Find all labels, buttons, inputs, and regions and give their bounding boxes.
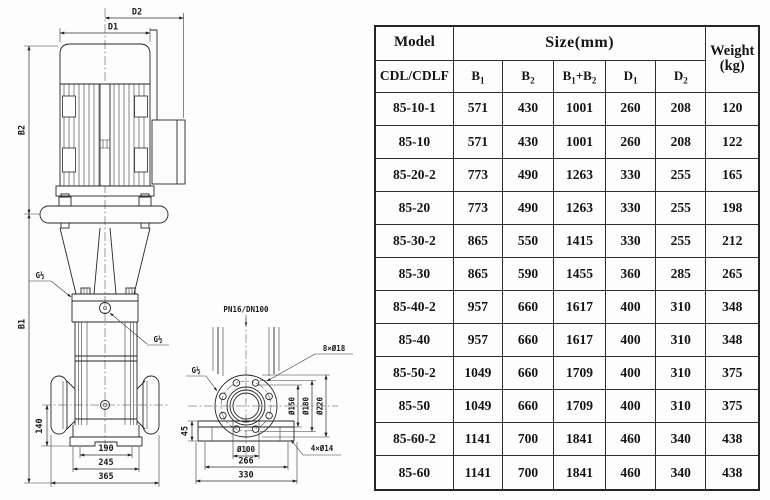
table-cell: 265 (706, 257, 759, 290)
flange-plug-label: G½ (191, 366, 201, 375)
table-cell: 1841 (554, 456, 606, 490)
table-cell: 340 (656, 456, 706, 490)
table-cell: 85-10 (375, 125, 453, 158)
table-cell: 957 (453, 290, 502, 323)
table-cell: 400 (605, 323, 655, 356)
table-cell: 310 (656, 390, 706, 423)
table-cell: 85-30 (375, 257, 453, 290)
dim-label-245: 245 (98, 458, 114, 468)
table-row (375, 224, 759, 257)
table-row (375, 323, 759, 356)
table-cell: 348 (706, 323, 759, 356)
table-cell: 330 (605, 158, 655, 191)
base-holes-label: 4×Ø14 (310, 444, 334, 453)
table-cell: 260 (605, 92, 655, 125)
dim-label-330: 330 (238, 470, 254, 481)
header-weight (706, 26, 759, 92)
table-cell: 1263 (554, 191, 606, 224)
table-row (375, 456, 759, 490)
table-row (375, 191, 759, 224)
table-cell: 430 (502, 125, 553, 158)
table-cell: 255 (656, 191, 706, 224)
dim-label-b2: B2 (17, 124, 28, 136)
table-row (375, 257, 759, 290)
table-cell: 1709 (554, 357, 606, 390)
dim-label-d2: D2 (131, 7, 143, 18)
table-cell: 85-50-2 (375, 357, 453, 390)
table-cell: 1001 (554, 125, 606, 158)
table-cell: 212 (706, 224, 759, 257)
table-cell: 165 (706, 158, 759, 191)
dim-label-bore: Ø100 (236, 445, 256, 454)
dim-label-d1: D1 (107, 22, 119, 33)
dim-label-190: 190 (98, 444, 114, 454)
table-cell: 400 (605, 390, 655, 423)
table-row (375, 92, 759, 125)
flange-spec-label: PN16/DN100 (223, 305, 269, 314)
table-cell: 310 (656, 323, 706, 356)
table-cell: 773 (453, 191, 502, 224)
table-cell: 957 (453, 323, 502, 356)
table-cell: 1455 (554, 257, 606, 290)
table-cell: 1049 (453, 357, 502, 390)
table-cell: 1841 (554, 423, 606, 456)
table-cell: 208 (656, 125, 706, 158)
table-cell: 773 (453, 158, 502, 191)
table-cell: 430 (502, 92, 553, 125)
coupling-guard (40, 206, 168, 223)
dim-label-266: 266 (238, 456, 254, 467)
table-cell: 438 (706, 423, 759, 456)
plug-label-left: G½ (35, 271, 45, 280)
plug-label-right: G½ (153, 335, 163, 344)
table-row (375, 158, 759, 191)
table-row (375, 390, 759, 423)
table-cell: 348 (706, 290, 759, 323)
table-cell: 85-40 (375, 323, 453, 356)
dimension-table (374, 25, 760, 491)
table-cell: 330 (605, 224, 655, 257)
table-cell: 310 (656, 290, 706, 323)
table-cell: 571 (453, 92, 502, 125)
table-cell: 550 (502, 224, 553, 257)
table-cell: 660 (502, 290, 553, 323)
front-view (18, 8, 186, 488)
dim-label-b1: B1 (17, 318, 28, 330)
table-cell: 438 (706, 456, 759, 490)
table-cell: 400 (605, 357, 655, 390)
header-size-col-0: $B_1$ (453, 60, 502, 92)
dimension-table-wrap (374, 25, 760, 491)
table-cell: 490 (502, 158, 553, 191)
table-cell: 360 (605, 257, 655, 290)
table-cell: 255 (656, 158, 706, 191)
motor-window (135, 96, 148, 117)
table-cell: 1617 (554, 290, 606, 323)
table-cell: 1049 (453, 390, 502, 423)
table-cell: 375 (706, 357, 759, 390)
table-cell: 122 (706, 125, 759, 158)
table-cell: 1415 (554, 224, 606, 257)
header-series: CDL/CDLF (375, 60, 453, 92)
table-cell: 700 (502, 423, 553, 456)
table-row (375, 357, 759, 390)
terminal-box (152, 120, 185, 184)
vent-plug (126, 288, 135, 294)
dim-label-dia150: Ø150 (287, 396, 297, 416)
table-cell: 375 (706, 390, 759, 423)
dim-label-45: 45 (180, 425, 191, 437)
dim-label-140: 140 (35, 418, 45, 434)
table-cell: 120 (706, 92, 759, 125)
table-cell: 660 (502, 390, 553, 423)
vent-plug (81, 288, 90, 294)
table-cell: 1001 (554, 92, 606, 125)
table-cell: 660 (502, 357, 553, 390)
table-cell: 1709 (554, 390, 606, 423)
table-cell: 85-20-2 (375, 158, 453, 191)
table-cell: 1263 (554, 158, 606, 191)
table-cell: 1141 (453, 423, 502, 456)
header-size-col-3: $D_1$ (605, 60, 655, 92)
table-cell: 198 (706, 191, 759, 224)
table-cell: 340 (656, 423, 706, 456)
table-cell: 400 (605, 290, 655, 323)
dim-label-dia180: Ø180 (301, 396, 311, 416)
table-cell: 285 (656, 257, 706, 290)
header-size-col-2: $B_1+B_2$ (554, 60, 606, 92)
table-cell: 85-60-2 (375, 423, 453, 456)
table-cell: 490 (502, 191, 553, 224)
motor-window (135, 148, 148, 172)
table-cell: 255 (656, 224, 706, 257)
table-cell: 865 (453, 257, 502, 290)
table-row (375, 290, 759, 323)
table-row (375, 125, 759, 158)
table-cell: 660 (502, 323, 553, 356)
table-cell: 85-10-1 (375, 92, 453, 125)
table-cell: 260 (605, 125, 655, 158)
header-model: Model (375, 26, 453, 60)
header-weight-line2: (kg) (719, 58, 745, 75)
table-body (375, 92, 759, 490)
header-size-col-1: $B_2$ (502, 60, 553, 92)
header-size-col-4: $D_2$ (656, 60, 706, 92)
sub-header-row (375, 60, 759, 92)
dim-label-365: 365 (98, 472, 114, 482)
header-weight-line1: Weight (710, 43, 755, 60)
table-cell: 208 (656, 92, 706, 125)
table-cell: 85-20 (375, 191, 453, 224)
table-cell: 1141 (453, 456, 502, 490)
table-cell: 865 (453, 224, 502, 257)
table-cell: 460 (605, 423, 655, 456)
flange-view (181, 305, 354, 484)
dim-label-dia220: Ø220 (315, 396, 325, 416)
table-cell: 85-40-2 (375, 290, 453, 323)
table-cell: 571 (453, 125, 502, 158)
table-cell: 310 (656, 357, 706, 390)
table-cell: 460 (605, 456, 655, 490)
motor-window (63, 148, 76, 172)
bolt-holes-label: 8×Ø18 (322, 344, 346, 353)
table-cell: 85-30-2 (375, 224, 453, 257)
pump-technical-drawing (0, 0, 375, 500)
table-row (375, 423, 759, 456)
table-cell: 1617 (554, 323, 606, 356)
motor-window (63, 96, 76, 117)
table-cell: 590 (502, 257, 553, 290)
header-size-group: Size(mm) (453, 26, 706, 60)
table-cell: 330 (605, 191, 655, 224)
table-cell: 85-60 (375, 456, 453, 490)
table-cell: 700 (502, 456, 553, 490)
table-cell: 85-50 (375, 390, 453, 423)
